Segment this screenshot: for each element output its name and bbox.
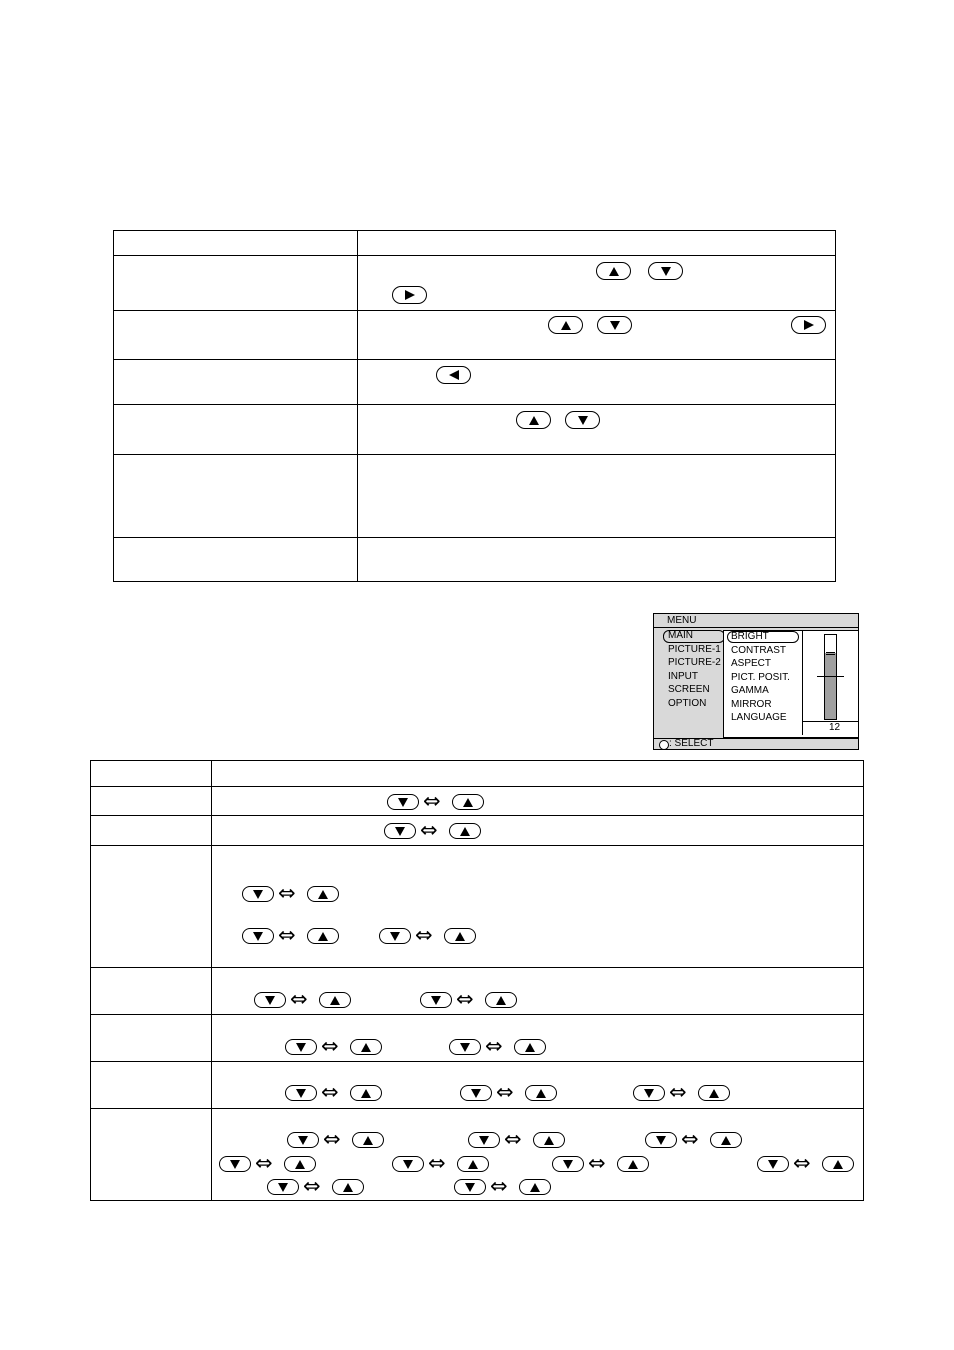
down-button-icon [384,823,416,839]
osd-menu-header: MENU [667,615,697,626]
osd-footer-label: : SELECT [669,738,714,749]
up-button-icon [319,992,351,1008]
up-button-icon [449,823,481,839]
left-right-double-arrow-icon: ⇔ [504,1127,522,1151]
left-right-double-arrow-icon: ⇔ [321,1080,339,1104]
left-button-icon [436,366,471,384]
down-button-icon [468,1132,500,1148]
osd-slider-track [824,634,837,720]
down-button-icon [387,794,419,810]
left-right-double-arrow-icon: ⇔ [303,1174,321,1198]
left-right-double-arrow-icon: ⇔ [423,789,441,813]
up-button-icon [516,411,551,429]
down-button-icon [287,1132,319,1148]
osd-slider-center-mark [817,676,844,677]
up-button-icon [307,886,339,902]
osd-main-item: PICTURE-2 [668,657,721,668]
osd-main-item: PICTURE-1 [668,644,721,655]
up-button-icon [352,1132,384,1148]
up-button-icon [452,794,484,810]
down-button-icon [633,1085,665,1101]
up-button-icon [596,262,631,280]
osd-slider-fill [825,653,836,719]
down-button-icon [420,992,452,1008]
select-icon [659,740,669,750]
osd-sub-item: ASPECT [731,658,772,669]
down-button-icon [392,1156,424,1172]
left-right-double-arrow-icon: ⇔ [669,1080,687,1104]
left-right-double-arrow-icon: ⇔ [485,1034,503,1058]
right-button-icon [392,286,427,304]
left-right-double-arrow-icon: ⇔ [278,881,296,905]
down-button-icon [267,1179,299,1195]
up-button-icon [519,1179,551,1195]
left-right-double-arrow-icon: ⇔ [321,1034,339,1058]
osd-sub-item: BRIGHT [731,631,769,642]
osd-main-item: OPTION [668,698,707,709]
up-button-icon [444,928,476,944]
down-button-icon [254,992,286,1008]
down-button-icon [565,411,600,429]
left-right-double-arrow-icon: ⇔ [290,987,308,1011]
left-right-double-arrow-icon: ⇔ [496,1080,514,1104]
down-button-icon [648,262,683,280]
up-button-icon [284,1156,316,1172]
left-right-double-arrow-icon: ⇔ [793,1151,811,1175]
osd-main-item: INPUT [668,671,698,682]
down-button-icon [379,928,411,944]
osd-sub-panel [723,630,859,738]
up-button-icon [710,1132,742,1148]
up-button-icon [332,1179,364,1195]
down-button-icon [285,1085,317,1101]
up-button-icon [485,992,517,1008]
left-right-double-arrow-icon: ⇔ [323,1127,341,1151]
osd-sub-item: LANGUAGE [731,712,787,723]
up-button-icon [514,1039,546,1055]
left-right-double-arrow-icon: ⇔ [415,923,433,947]
left-right-double-arrow-icon: ⇔ [420,818,438,842]
down-button-icon [219,1156,251,1172]
up-button-icon [457,1156,489,1172]
up-button-icon [307,928,339,944]
down-button-icon [242,928,274,944]
osd-main-item: SCREEN [668,684,710,695]
left-right-double-arrow-icon: ⇔ [278,923,296,947]
up-button-icon [617,1156,649,1172]
left-right-double-arrow-icon: ⇔ [255,1151,273,1175]
up-button-icon [822,1156,854,1172]
osd-sub-item: GAMMA [731,685,769,696]
down-button-icon [552,1156,584,1172]
left-right-double-arrow-icon: ⇔ [456,987,474,1011]
down-button-icon [242,886,274,902]
down-button-icon [460,1085,492,1101]
down-button-icon [645,1132,677,1148]
up-button-icon [533,1132,565,1148]
down-button-icon [757,1156,789,1172]
left-right-double-arrow-icon: ⇔ [588,1151,606,1175]
left-right-double-arrow-icon: ⇔ [681,1127,699,1151]
down-button-icon [454,1179,486,1195]
down-button-icon [597,316,632,334]
osd-sub-item: CONTRAST [731,645,786,656]
left-right-double-arrow-icon: ⇔ [428,1151,446,1175]
up-button-icon [548,316,583,334]
down-button-icon [285,1039,317,1055]
osd-menu-screenshot [653,613,859,750]
up-button-icon [350,1085,382,1101]
up-button-icon [698,1085,730,1101]
left-right-double-arrow-icon: ⇔ [490,1174,508,1198]
osd-main-item: MAIN [668,630,693,641]
right-button-icon [791,316,826,334]
osd-slider-value: 12 [829,722,841,733]
osd-sub-item: PICT. POSIT. [731,672,790,683]
osd-slider-panel [802,631,858,735]
up-button-icon [525,1085,557,1101]
down-button-icon [449,1039,481,1055]
up-button-icon [350,1039,382,1055]
osd-sub-item: MIRROR [731,699,772,710]
